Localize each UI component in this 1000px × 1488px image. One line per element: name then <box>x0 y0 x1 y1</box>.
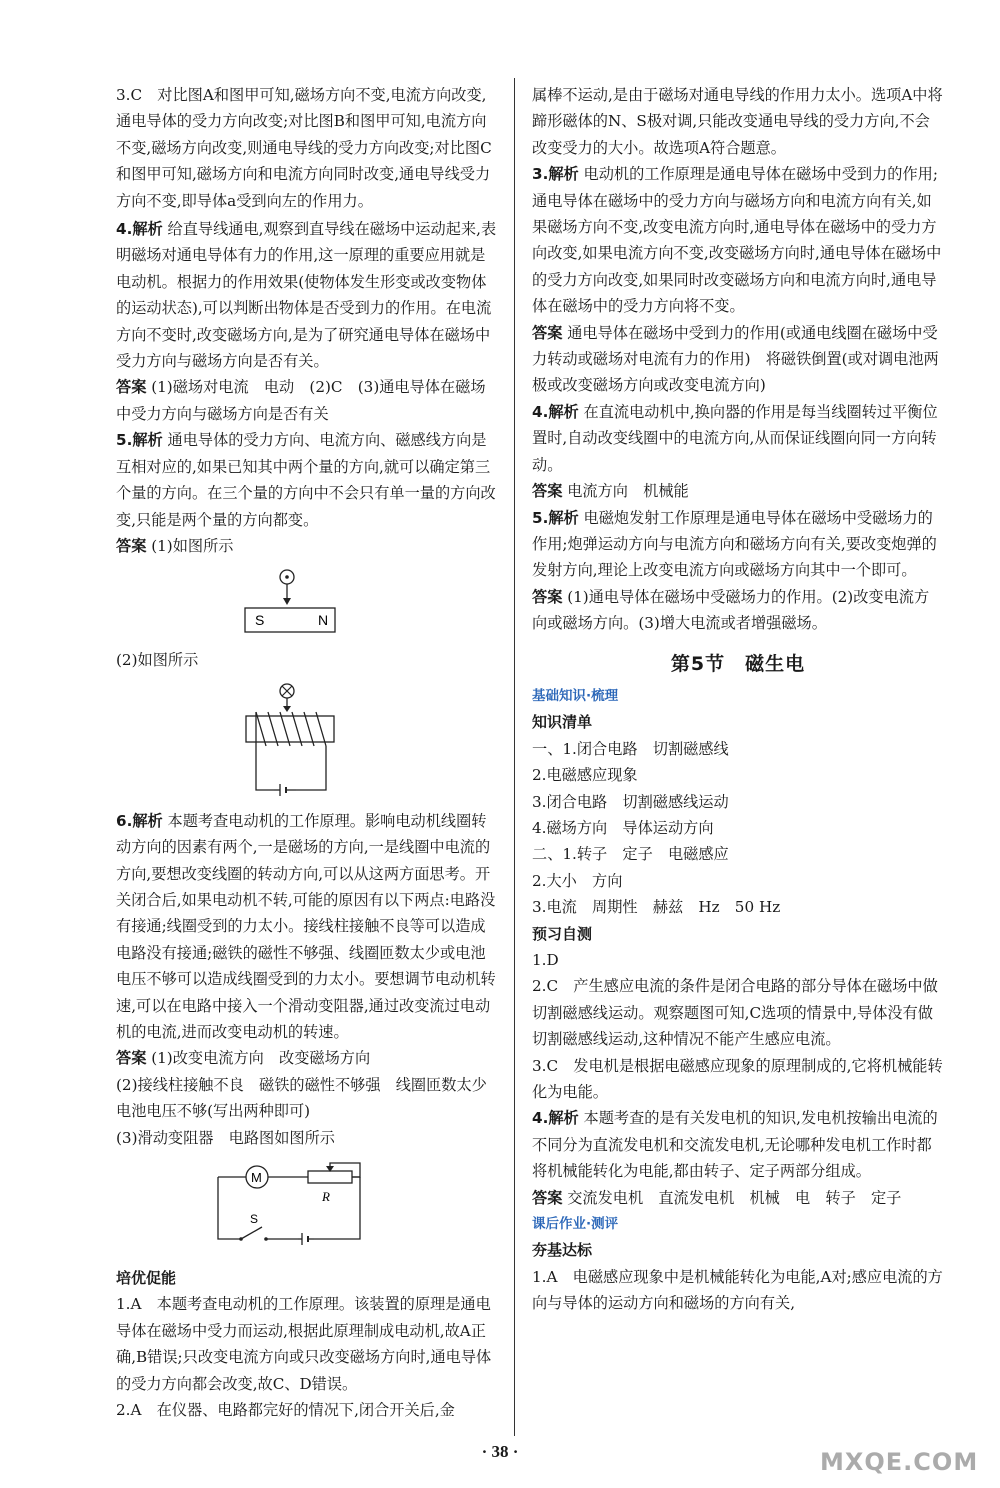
item-5 <box>116 427 498 533</box>
knowledge-list-heading: 知识清单 <box>532 713 593 732</box>
tag-homework: 课后作业·测评 <box>532 1216 619 1233</box>
switch-label: S <box>250 1212 259 1226</box>
answer-4 <box>116 374 498 427</box>
label: 答案 <box>116 378 147 397</box>
label: 答案 <box>532 587 563 606</box>
magnet-s-label: S <box>255 612 265 629</box>
answer-4 <box>532 478 944 504</box>
peiyou-heading: 培优促能 <box>116 1269 177 1287</box>
answer-3 <box>532 320 944 399</box>
label: 5.解析 <box>532 508 579 527</box>
label: 4.解析 <box>532 402 579 421</box>
list-item: 3.电流 周期性 赫兹 Hz 50 Hz <box>532 898 781 917</box>
right-column <box>532 82 944 1317</box>
label: 3.解析 <box>532 165 579 184</box>
list-item: 2.电磁感应现象 <box>532 766 638 785</box>
answer-6 <box>116 1045 498 1071</box>
text: 在直流电动机中,换向器的作用是每当线圈转过平衡位置时,自动改变线圈中的电流方向,从而保证线圈向同一方向转动。 <box>532 402 938 474</box>
item-2-cont: 属棒不运动,是由于磁场对通电导线的作用力太小。选项A中将蹄形磁体的N、S极对调,只能改变通电导线的受力方向,不会改变受力的大小。故选项A符合题意。 <box>532 86 943 157</box>
preview-4 <box>532 1105 944 1184</box>
text: 给直导线通电,观察到直导线在磁场中运动起来,表明磁场对通电导体有力的作用,这一原理的重要应用就是电动机。根据力的作用效果(使物体发生形变或改变物体的运动状态),可以判断出物体是否受到力的作用。在电流方向不变时,改变磁场方向,是为了研究通电导体在磁场中受力方向与磁场方向是否有关。 <box>116 220 497 371</box>
answer-6-2: (2)接线柱接触不良 磁铁的磁性不够强 线圈匝数太少 电池电压不够(写出两种即可) <box>116 1075 503 1121</box>
answer-5 <box>532 584 944 637</box>
coil-windings <box>256 712 326 746</box>
text: 通电导体的受力方向、电流方向、磁感线方向是互相对应的,如果已知其中两个量的方向,就可以确定第三个量的方向。在三个量的方向中不会只有单一量的方向改变,只能是两个量的方向都变。 <box>116 431 496 529</box>
text: 电磁炮发射工作原理是通电导体在磁场中受磁场力的作用;炮弹运动方向与电流方向和磁场方向有关,要改变炮弹的发射方向,理论上改变电流方向或磁场方向其中一个即可。 <box>532 508 937 580</box>
switch <box>241 1227 262 1239</box>
answer-5 <box>116 533 498 559</box>
figure-motor-circuit <box>116 1157 498 1257</box>
tag-basics: 基础知识·梳理 <box>532 687 619 704</box>
list-item: 3.闭合电路 切割磁感线运动 <box>532 792 729 811</box>
text: 电动机的工作原理是通电导体在磁场中受到力的作用;通电导体在磁场中的受力方向与磁场方向和电流方向有关,如果磁场方向不变,改变电流方向时,通电导体在磁场中的受力方向改变,如果电流方向不变,改变磁场方向时,通电导体在磁场中的受力方向改变,如果同时改变磁场方向和电流方向时,通电导体在磁场中的受力方向将不变。 <box>532 165 942 316</box>
text: 本题考查的是有关发电机的知识,发电机按输出电流的不同分为直流发电机和交流发电机,无论哪种发电机工作时都将机械能转化为电能,都由转子、定子两部分组成。 <box>532 1109 938 1181</box>
item-3: 3.C 对比图A和图甲可知,磁场方向不变,电流方向改变,通电导体的受力方向改变;对比图B和图甲可知,电流方向不变,磁场方向改变,则通电导线的受力方向改变;对比图C和图甲可知,磁场方向和电流方向同时改变,通电导线受力方向不变,即导体a受到向左的作用力。 <box>116 86 492 210</box>
item-4 <box>532 399 944 478</box>
magnet-n-label: N <box>318 612 329 629</box>
preview-answer <box>532 1185 944 1211</box>
section-title: 第5节 磁生电 <box>670 652 806 675</box>
text: 交流发电机 直流发电机 机械 电 转子 定子 <box>567 1188 902 1207</box>
label: 答案 <box>532 1188 563 1207</box>
text: (1)改变电流方向 改变磁场方向 <box>151 1049 371 1068</box>
column-divider <box>514 78 515 1436</box>
list-item: 2.大小 方向 <box>532 871 623 890</box>
preview-2: 2.C 产生感应电流的条件是闭合电路的部分导体在磁场中做切割磁感线运动。观察题图可知,C选项的情景中,导体没有做切割磁感线运动,这种情况不能产生感应电流。 <box>532 977 938 1049</box>
list-item: 4.磁场方向 导体运动方向 <box>532 818 714 837</box>
label: 4.解析 <box>116 220 163 239</box>
figure-magnet <box>116 565 498 641</box>
solenoid-diagram <box>116 680 498 798</box>
homework-1: 1.A 电磁感应现象中是机械能转化为电能,A对;感应电流的方向与导体的运动方向和磁场的方向有关, <box>532 1267 943 1313</box>
resistor-label: R <box>322 1189 330 1204</box>
list-item: 一、1.闭合电路 切割磁感线 <box>532 739 729 758</box>
item-4 <box>116 216 498 374</box>
text: (1)通电导体在磁场中受磁场力的作用。(2)改变电流方向或磁场方向。(3)增大电流或者增强磁场。 <box>532 587 930 633</box>
motor-label: M <box>251 1170 262 1185</box>
text: 电流方向 机械能 <box>567 482 689 501</box>
item-6 <box>116 808 498 1046</box>
magnet-diagram <box>116 565 498 641</box>
label: 答案 <box>532 323 563 342</box>
label: 答案 <box>116 1049 147 1068</box>
left-column <box>116 82 503 1423</box>
motor-circuit-diagram <box>116 1157 498 1257</box>
watermark-logo: MXQE.COM <box>820 1448 979 1476</box>
preview-heading: 预习自测 <box>532 924 593 943</box>
preview-1: 1.D <box>532 951 559 969</box>
label: 答案 <box>532 482 563 501</box>
label: 答案 <box>116 536 147 555</box>
text: (1)磁场对电流 电动 (2)C (3)通电导体在磁场中受力方向与磁场方向是否有关 <box>116 378 486 423</box>
preview-3: 3.C 发电机是根据电磁感应现象的原理制成的,它将机械能转化为电能。 <box>532 1056 943 1102</box>
label: 4.解析 <box>532 1109 579 1128</box>
label: 5.解析 <box>116 431 163 450</box>
text: 本题考查电动机的工作原理。影响电动机线圈转动方向的因素有两个,一是磁场的方向,一是线圈中电流的方向,要想改变线圈的转动方向,可以从这两方面思考。开关闭合后,如果电动机不转,可能的原因有以下两点:电路没有接通;线圈受到的力太小。接线柱接触不良等可以造成电路没有接通;磁铁的磁性不够强、线圈匝数太少或电池电压不够可以造成线圈受到的力太小。要想调节电动机转速,可以在电路中接入一个滑动变阻器,通过改变流过电动机的电流,进而改变电动机的转速。 <box>116 811 496 1041</box>
label: 6.解析 <box>116 811 163 830</box>
resistor <box>308 1171 352 1183</box>
answer-6-3: (3)滑动变阻器 电路图如图所示 <box>116 1128 335 1147</box>
figure-solenoid <box>116 680 498 798</box>
item-5 <box>532 505 944 584</box>
text: (1)如图所示 <box>151 536 234 555</box>
list-item: 二、1.转子 定子 电磁感应 <box>532 845 729 864</box>
peiyou-2: 2.A 在仪器、电路都完好的情况下,闭合开关后,金 <box>116 1401 455 1420</box>
text: 通电导体在磁场中受到力的作用(或通电线圈在磁场中受力转动或磁场对电流有力的作用) 将磁铁倒置(或对调电池两极或改变磁场方向或改变电流方向) <box>532 323 939 395</box>
answer-5-2: (2)如图所示 <box>116 651 199 670</box>
peiyou-1: 1.A 本题考查电动机的工作原理。该装置的原理是通电导体在磁场中受力而运动,根据此原理制成电动机,故A正确,B错误;只改变电流方向或只改变磁场方向时,通电导体的受力方向都会改变,故C、D错误。 <box>116 1295 492 1393</box>
page-number: · 38 · <box>481 1442 519 1461</box>
item-3 <box>532 161 944 319</box>
basics-heading: 夯基达标 <box>532 1241 593 1260</box>
